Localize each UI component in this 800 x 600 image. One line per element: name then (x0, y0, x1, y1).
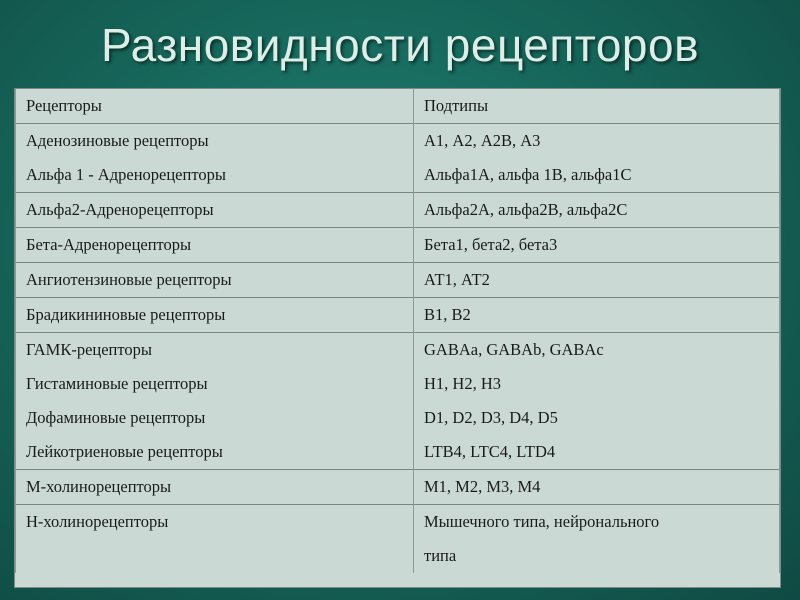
receptor-name: Аденозиновые рецепторы (26, 131, 209, 150)
receptors-table (14, 88, 781, 588)
receptor-cell (16, 124, 414, 193)
subtype-cell (414, 470, 780, 505)
subtype-list: А1, А2, А2В, А3 (424, 131, 541, 150)
receptor-name: Альфа2-Адренорецепторы (26, 200, 214, 219)
subtype-cell (414, 124, 780, 193)
subtype-cell (414, 298, 780, 333)
receptor-cell (16, 263, 414, 298)
subtype-list: типа (424, 546, 457, 565)
subtype-list: GABAa, GABAb, GABAc (424, 340, 604, 359)
receptor-name: Н-холинорецепторы (26, 512, 169, 531)
table-row (16, 263, 780, 298)
table-row (16, 298, 780, 333)
header-subtypes: Подтипы (414, 89, 780, 124)
receptor-cell (16, 333, 414, 470)
table-row (16, 470, 780, 505)
subtype-cell (414, 263, 780, 298)
receptor-name (26, 539, 413, 573)
table-header-row (16, 89, 780, 124)
table-row (16, 124, 780, 193)
table-row (16, 193, 780, 228)
subtype-list: Альфа1А, альфа 1В, альфа1С (424, 165, 632, 184)
subtype-list: АТ1, АТ2 (424, 270, 490, 289)
table-row (16, 333, 780, 470)
subtype-cell (414, 505, 780, 574)
subtype-list: LTB4, LTC4, LTD4 (424, 442, 556, 461)
receptor-name: Альфа 1 - Адренорецепторы (26, 165, 226, 184)
receptor-cell (16, 193, 414, 228)
subtype-list: D1, D2, D3, D4, D5 (424, 408, 558, 427)
slide-title: Разновидности рецепторов (100, 19, 700, 71)
receptor-name: Дофаминовые рецепторы (26, 408, 206, 427)
receptor-cell (16, 470, 414, 505)
receptor-name: М-холинорецепторы (26, 477, 172, 496)
receptor-name: Лейкотриеновые рецепторы (26, 442, 223, 461)
subtype-list: Альфа2А, альфа2В, альфа2С (424, 200, 628, 219)
subtype-list: В1, В2 (424, 305, 471, 324)
receptor-name: ГАМК-рецепторы (26, 340, 152, 359)
header-receptors: Рецепторы (16, 89, 414, 124)
subtype-cell (414, 193, 780, 228)
receptor-cell (16, 228, 414, 263)
subtype-cell (414, 228, 780, 263)
subtype-list: Бета1, бета2, бета3 (424, 235, 558, 254)
receptor-name: Брадикининовые рецепторы (26, 305, 226, 324)
table-row (16, 228, 780, 263)
subtype-list: Мышечного типа, нейронального (424, 512, 660, 531)
subtype-list: M1, M2, M3, M4 (424, 477, 541, 496)
receptor-name: Ангиотензиновые рецепторы (26, 270, 232, 289)
receptor-cell (16, 298, 414, 333)
table-row (16, 505, 780, 574)
receptor-cell (16, 505, 414, 574)
subtype-list: H1, H2, H3 (424, 374, 501, 393)
receptor-name: Гистаминовые рецепторы (26, 374, 208, 393)
receptor-name: Бета-Адренорецепторы (26, 235, 192, 254)
subtype-cell (414, 333, 780, 470)
